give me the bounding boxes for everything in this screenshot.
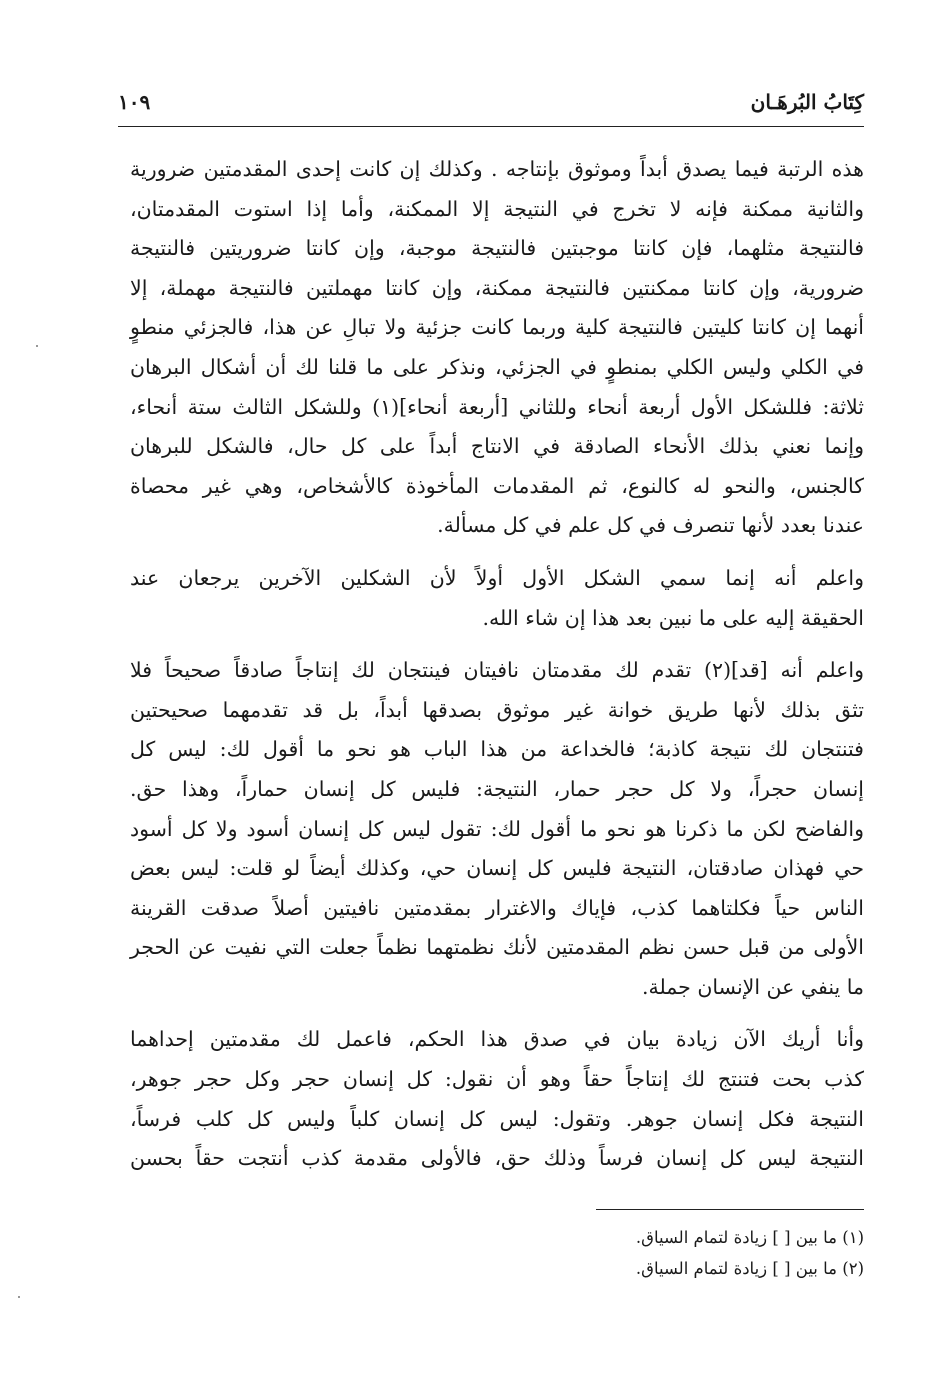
running-header	[118, 86, 864, 126]
paragraph	[130, 651, 864, 1007]
footnote-rule	[596, 1209, 864, 1210]
text-line: الناس حياً فكلتاهما كذب، فإياك والاغترار بمقدمتين نافيتين أصلاً صدقت القرينة	[130, 895, 864, 920]
text-line: النتيجة فكل إنسان جوهر. وتقول: ليس كل إنسان كلباً وليس كل كلب فرساً،	[130, 1106, 864, 1131]
footnote: (١) ما بين [ ] زيادة لتمام السياق.	[635, 1228, 864, 1247]
text-line: ثلاثة: فللشكل الأول أربعة أنحاء وللثاني [أربعة أنحاء](١) وللشكل الثالث ستة أنحاء،	[130, 394, 864, 419]
text-line: واعلم أنه إنما سمي الشكل الأول أولاً لأن الشكلين الآخرين يرجعان عند	[130, 565, 864, 590]
book-title: كِتَابُ البُرهَـان	[750, 90, 864, 114]
text-line: حي فهذان صادقتان، النتيجة فليس كل إنسان حي، وكذلك أيضاً لو قلت: ليس بعض	[130, 856, 864, 881]
text-line: في الكلي وليس الكلي بمنطوٍ في الجزئي، ونذكر على ما قلنا لك أن أشكال البرهان	[130, 354, 864, 379]
text-line: والفاضح لكن ما ذكرنا هو نحو ما أقول لك: تقول ليس كل إنسان أسود ولا كل أسود	[130, 816, 864, 841]
text-line: كذب بحت فتنتج لك إنتاجاً حقاً وهو أن نقول: كل إنسان حجر وكل حجر جوهر،	[130, 1067, 864, 1092]
paragraph	[130, 150, 864, 546]
text-line: الحقيقة إليه على ما نبين بعد هذا إن شاء الله.	[482, 605, 864, 630]
body-text	[130, 150, 864, 1179]
text-line: تثق بذلك لأنها طريق خوانة غير موثوق بصدقها أبداً، بل قد تقدمهما صحيحتين	[130, 697, 864, 722]
text-line: الأولى من قبل حسن نظم المقدمتين لأنك نظمتهما نظماً جعلت التي نفيت عن الحجر	[130, 935, 864, 960]
text-line: وأنا أريك الآن زيادة بيان في صدق هذا الحكم، فاعمل لك مقدمتين إحداهما	[130, 1027, 864, 1052]
text-line: كالجنس، والنحو له كالنوع، ثم المقدمات المأخوذة كالأشخاص، وهي غير محصاة	[130, 473, 864, 498]
paragraph	[130, 1020, 864, 1178]
text-line: أنهما إن كانتا كليتين فالنتيجة كلية وربما كانت جزئية ولا تبالِ عن هذا، فالجزئي منطوٍ	[130, 315, 864, 340]
footnotes	[300, 1222, 864, 1284]
text-line: هذه الرتبة فيما يصدق أبداً وموثوق بإنتاجه . وكذلك إن كانت إحدى المقدمتين ضرورية	[130, 157, 864, 181]
header-rule	[118, 126, 864, 127]
text-line: إنسان حجراً، ولا كل حجر حمار، النتيجة: فليس كل إنسان حماراً، وهذا حق.	[130, 776, 864, 801]
paragraph-gap	[130, 546, 864, 559]
text-line: فالنتيجة مثلهما، فإن كانتا موجبتين فالنتيجة موجبة، وإن كانتا ضروريتين فالنتيجة	[130, 236, 864, 261]
paragraph-gap	[130, 1007, 864, 1020]
page-number: ١٠٩	[118, 90, 151, 114]
text-line: عندنا بعدد لأنها تنصرف في كل علم في كل مسألة.	[437, 513, 864, 538]
text-line: والثانية ممكنة فإنه لا تخرج في النتيجة إلا الممكنة، وأما إذا استوت المقدمتان،	[130, 196, 864, 221]
paragraph-gap	[130, 638, 864, 651]
scan-speck	[18, 1296, 20, 1298]
text-line: ضرورية، وإن كانتا ممكنتين فالنتيجة ممكنة، وإن كانتا مهملتين فالنتيجة مهملة، إلا	[130, 275, 864, 300]
scan-speck	[36, 345, 38, 347]
text-line: وإنما نعني بذلك الأنحاء الصادقة في الانتاج أبداً على كل حال، فالشكل للبرهان	[130, 434, 864, 459]
paragraph	[130, 559, 864, 638]
text-line: فتنتجان لك نتيجة كاذبة؛ فالخداعة من هذا الباب هو نحو ما أقول لك: ليس كل	[130, 737, 864, 762]
text-line: النتيجة ليس كل إنسان فرساً وذلك حق، فالأولى مقدمة كذب أنتجت حقاً بحسن	[130, 1146, 864, 1171]
footnote: (٢) ما بين [ ] زيادة لتمام السياق.	[635, 1259, 864, 1278]
text-line: واعلم أنه [قد](٢) تقدم لك مقدمتان نافيتان فينتجان لك إنتاجاً صادقاً صحيحاً فلا	[130, 658, 864, 683]
text-line: ما ينفي عن الإنسان جملة.	[642, 974, 864, 999]
